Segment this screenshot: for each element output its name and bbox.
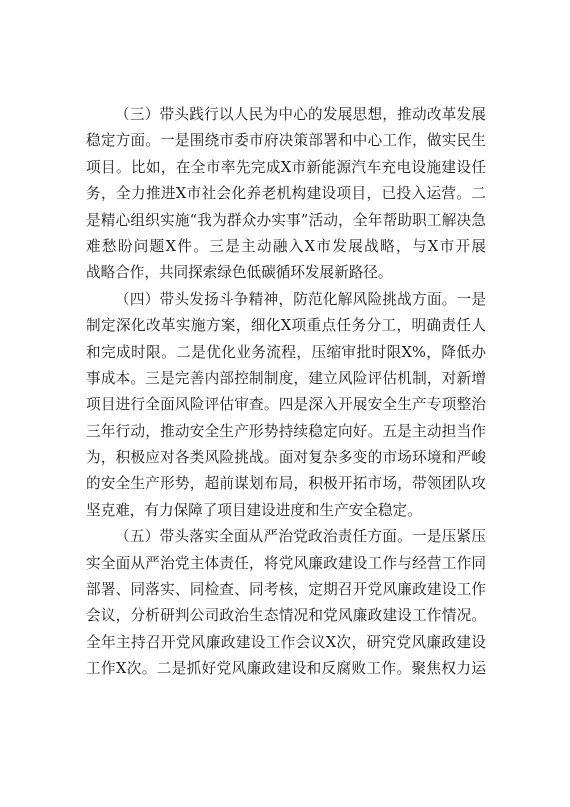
text-line: 会议，分析研判公司政治生态情况和党风廉政建设工作情况。 xyxy=(86,607,486,625)
paragraph-first-line: （三）带头践行以人民为中心的发展思想，推动改革发展 xyxy=(115,106,486,123)
text-line: 务，全力推进X市社会化养老机构建设项目，已投入运营。二 xyxy=(86,185,486,203)
text-line: 坚克难，有力保障了项目建设进度和生产安全稳定。 xyxy=(86,501,422,519)
document-body xyxy=(86,102,486,683)
paragraph-first-line: （五）带头落实全面从严治党政治责任方面。一是压紧压 xyxy=(115,528,486,546)
text-line: 制定深化改革实施方案，细化X项重点任务分工，明确责任人 xyxy=(86,317,486,335)
text-line: 工作X次。二是抓好党风廉政建设和反腐败工作。聚焦权力运 xyxy=(86,660,486,678)
text-line: 项目进行全面风险评估审查。四是深入开展安全生产专项整治 xyxy=(86,396,486,414)
text-line: 事成本。三是完善内部控制制度，建立风险评估机制，对新增 xyxy=(86,369,486,387)
text-line: 三年行动，推动安全生产形势持续稳定向好。五是主动担当作 xyxy=(86,422,486,440)
text-line: 和完成时限。二是优化业务流程，压缩审批时限X%，降低办 xyxy=(86,343,486,361)
text-line: 的安全生产形势，超前谋划布局，积极开拓市场，带领团队攻 xyxy=(86,475,486,493)
text-line: 全年主持召开党风廉政建设工作会议X次，研究党风廉政建设 xyxy=(86,633,486,651)
text-line: 为，积极应对各类风险挑战。面对复杂多变的市场环境和严峻 xyxy=(86,449,486,467)
text-line: 项目。比如，在全市率先完成X市新能源汽车充电设施建设任 xyxy=(86,158,486,176)
text-line: 实全面从严治党主体责任，将党风廉政建设工作与经营工作同 xyxy=(86,554,486,572)
text-line: 稳定方面。一是围绕市委市府决策部署和中心工作，做实民生 xyxy=(86,132,486,150)
paragraph-first-line: （四）带头发扬斗争精神，防范化解风险挑战方面。一是 xyxy=(115,290,486,308)
text-line: 部署、同落实、同检查、同考核，定期召开党风廉政建设工作 xyxy=(86,581,486,599)
text-line: 是精心组织实施“我为群众办实事”活动，全年帮助职工解决急 xyxy=(86,211,486,229)
text-line: 难愁盼问题X件。三是主动融入X市发展战略，与X市开展 xyxy=(86,237,486,255)
text-line: 战略合作，共同探索绿色低碳循环发展新路径。 xyxy=(86,264,393,282)
